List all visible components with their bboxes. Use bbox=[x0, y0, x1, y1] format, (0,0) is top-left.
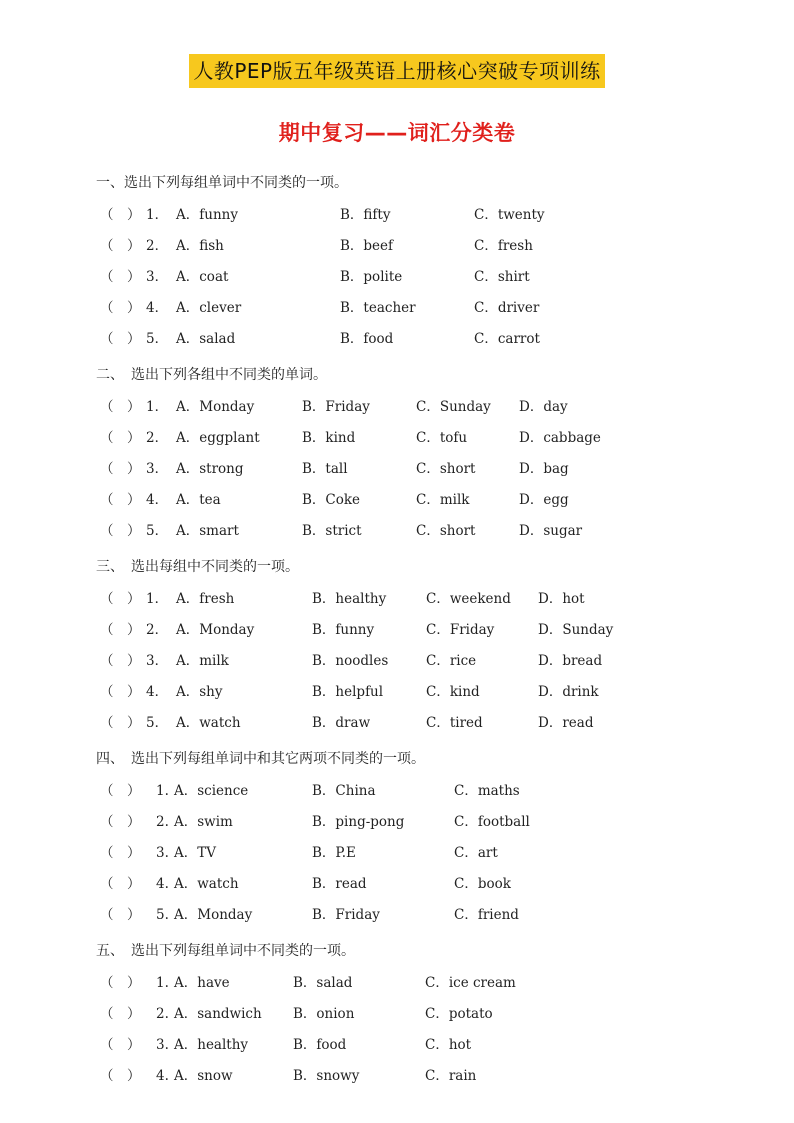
answer-blank[interactable]: （ ） bbox=[100, 1006, 141, 1022]
option-b: B．onion bbox=[293, 1006, 355, 1022]
option-c: C．friend bbox=[454, 907, 519, 923]
option-c: C．hot bbox=[425, 1037, 472, 1053]
option-a: A．Monday bbox=[174, 907, 253, 923]
option-d: D．bread bbox=[538, 653, 603, 669]
question-number: 5. bbox=[156, 907, 169, 923]
question-number: 3. bbox=[156, 845, 169, 861]
option-b: B．food bbox=[340, 331, 394, 347]
option-a: A．shy bbox=[176, 684, 223, 700]
option-c: C．fresh bbox=[474, 238, 533, 254]
question-number: 4． bbox=[146, 492, 169, 508]
option-a: A．sandwich bbox=[174, 1006, 262, 1022]
question-number: 1． bbox=[146, 399, 169, 415]
question-row bbox=[96, 1034, 736, 1065]
question-row bbox=[96, 972, 736, 1003]
option-c: C．maths bbox=[454, 783, 520, 799]
answer-blank[interactable]: （ ） bbox=[100, 430, 141, 446]
question-row bbox=[96, 520, 736, 551]
option-c: C．milk bbox=[416, 492, 470, 508]
question-number: 1． bbox=[146, 591, 169, 607]
question-number: 3． bbox=[146, 461, 169, 477]
option-a: A．Monday bbox=[176, 399, 255, 415]
document-subtitle: 期中复习——词汇分类卷 bbox=[278, 121, 516, 145]
option-c: C．kind bbox=[426, 684, 480, 700]
question-row bbox=[96, 1065, 736, 1096]
answer-blank[interactable]: （ ） bbox=[100, 492, 141, 508]
option-d: D．day bbox=[519, 399, 568, 415]
option-d: D．cabbage bbox=[519, 430, 601, 446]
question-number: 5． bbox=[146, 523, 169, 539]
option-c: C．rain bbox=[425, 1068, 477, 1084]
option-a: A．salad bbox=[176, 331, 236, 347]
option-c: C．short bbox=[416, 461, 476, 477]
option-b: B．snowy bbox=[293, 1068, 360, 1084]
option-a: A．TV bbox=[174, 845, 217, 861]
answer-blank[interactable]: （ ） bbox=[100, 331, 141, 347]
answer-blank[interactable]: （ ） bbox=[100, 269, 141, 285]
option-c: C．Friday bbox=[426, 622, 495, 638]
option-d: D．hot bbox=[538, 591, 585, 607]
section-3 bbox=[96, 556, 736, 743]
answer-blank[interactable]: （ ） bbox=[100, 684, 141, 700]
option-b: B．read bbox=[312, 876, 367, 892]
question-number: 4. bbox=[156, 1068, 169, 1084]
option-a: A．coat bbox=[176, 269, 229, 285]
question-row bbox=[96, 204, 736, 235]
document-title: 人教PEP版五年级英语上册核心突破专项训练 bbox=[189, 54, 604, 88]
answer-blank[interactable]: （ ） bbox=[100, 238, 141, 254]
question-number: 3． bbox=[146, 269, 169, 285]
question-number: 2． bbox=[146, 238, 169, 254]
section-heading: 一、选出下列每组单词中不同类的一项。 bbox=[96, 175, 348, 191]
option-d: D．egg bbox=[519, 492, 569, 508]
question-row bbox=[96, 235, 736, 266]
option-b: B．polite bbox=[340, 269, 403, 285]
option-c: C．potato bbox=[425, 1006, 493, 1022]
section-5 bbox=[96, 940, 736, 1096]
option-b: B．food bbox=[293, 1037, 347, 1053]
option-a: A．watch bbox=[176, 715, 241, 731]
option-b: B．China bbox=[312, 783, 376, 799]
question-number: 4． bbox=[146, 684, 169, 700]
section-4 bbox=[96, 748, 736, 935]
option-a: A．smart bbox=[176, 523, 239, 539]
question-row bbox=[96, 297, 736, 328]
question-row bbox=[96, 873, 736, 904]
question-number: 5． bbox=[146, 331, 169, 347]
question-number: 3. bbox=[156, 1037, 169, 1053]
question-number: 2. bbox=[156, 1006, 169, 1022]
option-c: C．book bbox=[454, 876, 511, 892]
option-b: B．tall bbox=[302, 461, 348, 477]
option-a: A．Monday bbox=[176, 622, 255, 638]
question-row bbox=[96, 780, 736, 811]
question-number: 4. bbox=[156, 876, 169, 892]
option-a: A．fresh bbox=[176, 591, 235, 607]
subtitle-wrapper bbox=[0, 117, 794, 147]
answer-blank[interactable]: （ ） bbox=[100, 907, 141, 923]
option-d: D．read bbox=[538, 715, 594, 731]
question-number: 2． bbox=[146, 430, 169, 446]
option-d: D．drink bbox=[538, 684, 599, 700]
question-row bbox=[96, 266, 736, 297]
question-row bbox=[96, 328, 736, 359]
option-a: A．snow bbox=[174, 1068, 233, 1084]
question-row bbox=[96, 681, 736, 712]
answer-blank[interactable]: （ ） bbox=[100, 845, 141, 861]
answer-blank[interactable]: （ ） bbox=[100, 207, 141, 223]
section-heading: 四、 选出下列每组单词中和其它两项不同类的一项。 bbox=[96, 751, 425, 767]
option-b: B．salad bbox=[293, 975, 353, 991]
option-a: A．science bbox=[174, 783, 249, 799]
option-b: B．fifty bbox=[340, 207, 391, 223]
answer-blank[interactable]: （ ） bbox=[100, 523, 141, 539]
question-row bbox=[96, 427, 736, 458]
option-d: D．bag bbox=[519, 461, 569, 477]
section-heading: 三、 选出每组中不同类的一项。 bbox=[96, 559, 299, 575]
option-b: B．kind bbox=[302, 430, 356, 446]
option-b: B．Friday bbox=[312, 907, 380, 923]
question-number: 2． bbox=[146, 622, 169, 638]
question-row bbox=[96, 588, 736, 619]
option-a: A．eggplant bbox=[176, 430, 260, 446]
answer-blank[interactable]: （ ） bbox=[100, 814, 141, 830]
question-row bbox=[96, 396, 736, 427]
question-number: 1. bbox=[156, 783, 169, 799]
option-b: B．helpful bbox=[312, 684, 384, 700]
option-c: C．ice cream bbox=[425, 975, 516, 991]
option-b: B．P.E bbox=[312, 845, 356, 861]
question-number: 3． bbox=[146, 653, 169, 669]
option-a: A．milk bbox=[176, 653, 229, 669]
option-c: C．tofu bbox=[416, 430, 468, 446]
option-c: C．Sunday bbox=[416, 399, 491, 415]
answer-blank[interactable]: （ ） bbox=[100, 1037, 141, 1053]
option-d: D．Sunday bbox=[538, 622, 614, 638]
option-a: A．funny bbox=[176, 207, 238, 223]
answer-blank[interactable]: （ ） bbox=[100, 876, 141, 892]
option-c: C．art bbox=[454, 845, 498, 861]
option-b: B．strict bbox=[302, 523, 362, 539]
section-1 bbox=[96, 172, 736, 359]
option-c: C．carrot bbox=[474, 331, 540, 347]
option-b: B．ping-pong bbox=[312, 814, 405, 830]
option-c: C．driver bbox=[474, 300, 540, 316]
question-number: 2. bbox=[156, 814, 169, 830]
answer-blank[interactable]: （ ） bbox=[100, 1068, 141, 1084]
question-row bbox=[96, 489, 736, 520]
answer-blank[interactable]: （ ） bbox=[100, 653, 141, 669]
answer-blank[interactable]: （ ） bbox=[100, 300, 141, 316]
section-2 bbox=[96, 364, 736, 551]
question-row bbox=[96, 904, 736, 935]
question-row bbox=[96, 650, 736, 681]
option-c: C．twenty bbox=[474, 207, 545, 223]
option-c: C．football bbox=[454, 814, 530, 830]
question-number: 5． bbox=[146, 715, 169, 731]
option-c: C．tired bbox=[426, 715, 483, 731]
question-row bbox=[96, 1003, 736, 1034]
option-a: A．watch bbox=[174, 876, 239, 892]
option-b: B．draw bbox=[312, 715, 371, 731]
option-a: A．strong bbox=[176, 461, 244, 477]
option-c: C．rice bbox=[426, 653, 477, 669]
option-a: A．fish bbox=[176, 238, 224, 254]
option-a: A．healthy bbox=[174, 1037, 249, 1053]
option-a: A．clever bbox=[176, 300, 242, 316]
option-a: A．tea bbox=[176, 492, 221, 508]
question-number: 1． bbox=[146, 207, 169, 223]
question-number: 1. bbox=[156, 975, 169, 991]
option-b: B．Friday bbox=[302, 399, 370, 415]
answer-blank[interactable]: （ ） bbox=[100, 975, 141, 991]
option-b: B．funny bbox=[312, 622, 375, 638]
answer-blank[interactable]: （ ） bbox=[100, 715, 141, 731]
answer-blank[interactable]: （ ） bbox=[100, 461, 141, 477]
title-wrapper bbox=[0, 54, 794, 88]
section-heading: 二、 选出下列各组中不同类的单词。 bbox=[96, 367, 327, 383]
answer-blank[interactable]: （ ） bbox=[100, 622, 141, 638]
option-b: B．noodles bbox=[312, 653, 389, 669]
option-c: C．weekend bbox=[426, 591, 511, 607]
option-c: C．shirt bbox=[474, 269, 530, 285]
question-row bbox=[96, 712, 736, 743]
question-row bbox=[96, 619, 736, 650]
question-row bbox=[96, 458, 736, 489]
option-c: C．short bbox=[416, 523, 476, 539]
answer-blank[interactable]: （ ） bbox=[100, 399, 141, 415]
option-a: A．have bbox=[174, 975, 230, 991]
option-b: B．Coke bbox=[302, 492, 361, 508]
answer-blank[interactable]: （ ） bbox=[100, 591, 141, 607]
option-b: B．beef bbox=[340, 238, 394, 254]
question-row bbox=[96, 842, 736, 873]
option-d: D．sugar bbox=[519, 523, 583, 539]
option-a: A．swim bbox=[174, 814, 233, 830]
option-b: B．teacher bbox=[340, 300, 416, 316]
question-number: 4． bbox=[146, 300, 169, 316]
section-heading: 五、 选出下列每组单词中不同类的一项。 bbox=[96, 943, 355, 959]
question-row bbox=[96, 811, 736, 842]
option-b: B．healthy bbox=[312, 591, 387, 607]
answer-blank[interactable]: （ ） bbox=[100, 783, 141, 799]
